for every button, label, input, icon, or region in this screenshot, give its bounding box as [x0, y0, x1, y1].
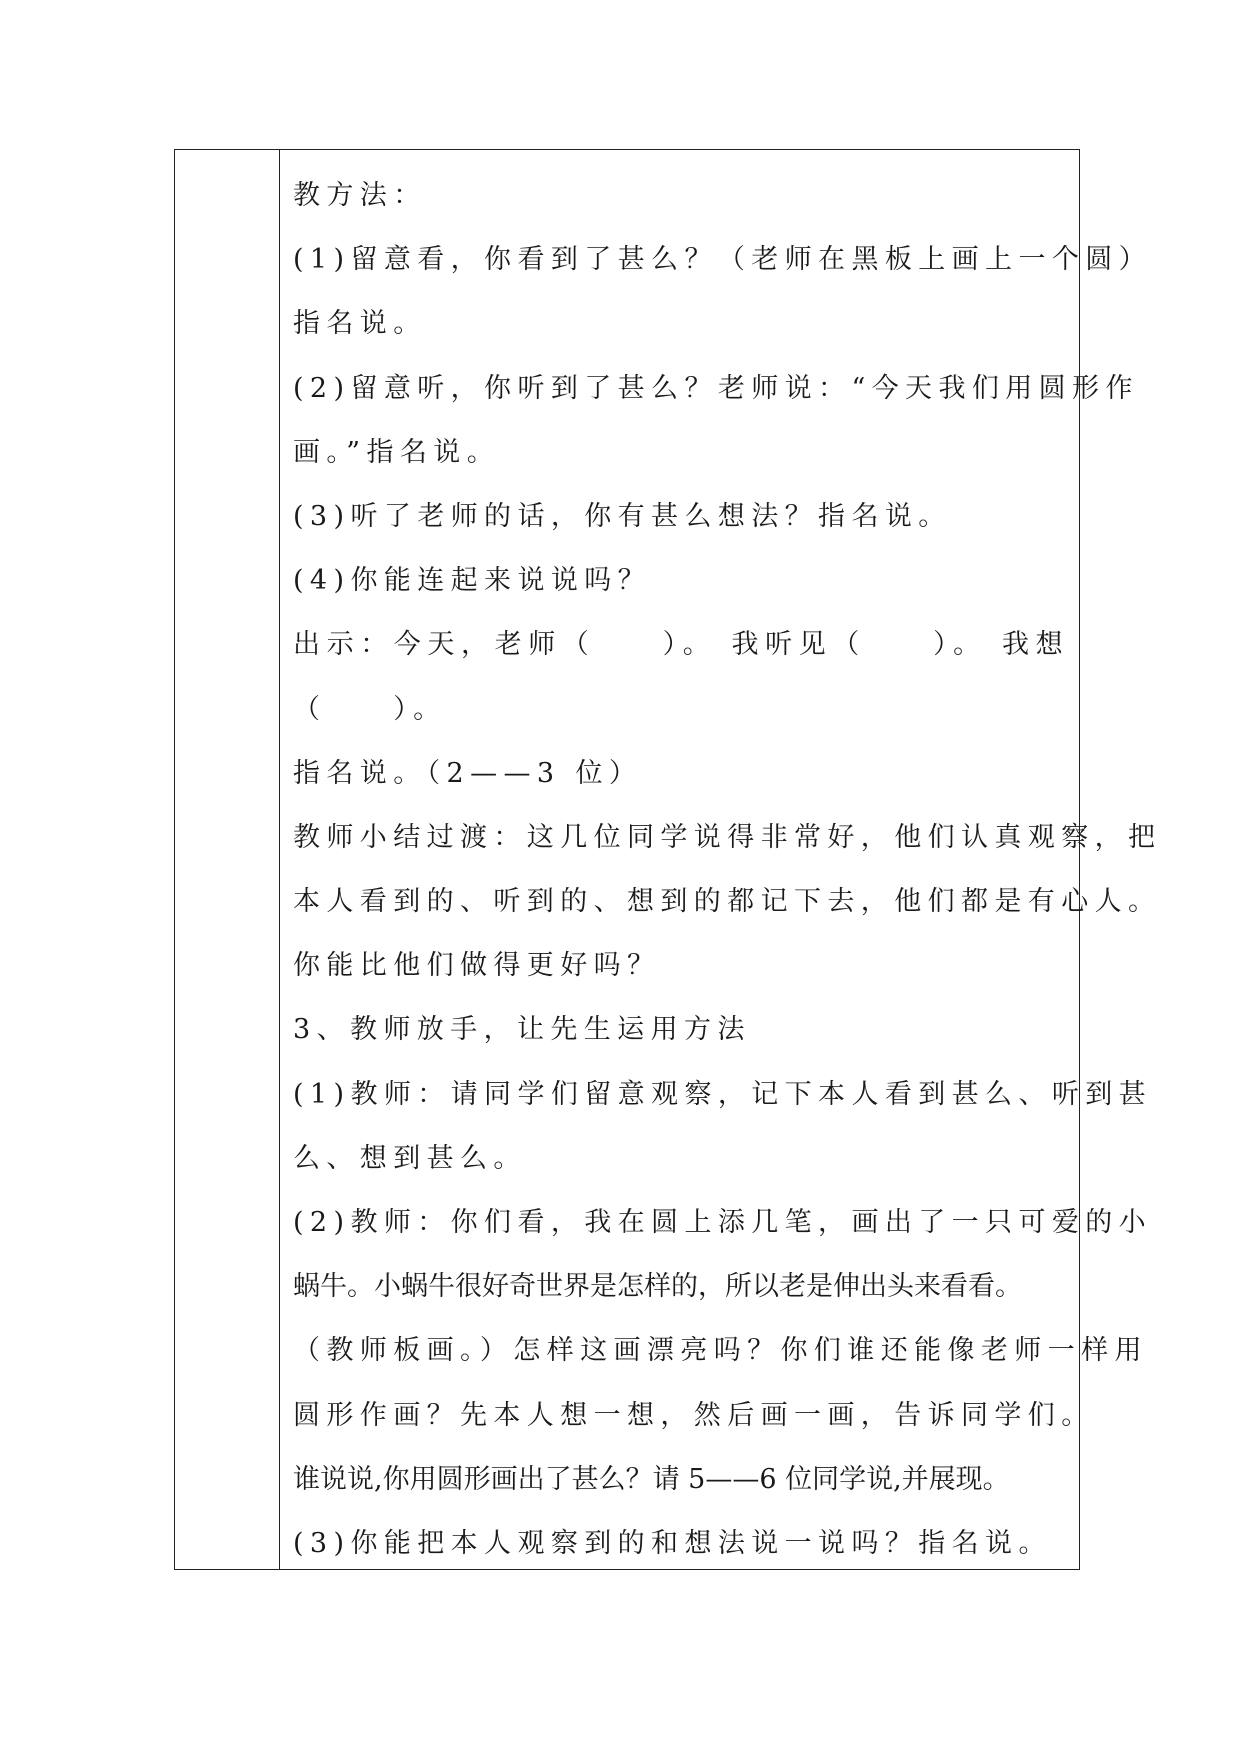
text-line: (3)听了老师的话，你有甚么想法？指名说。 — [293, 500, 952, 532]
text-line: 指名说。（2——3 位） — [293, 757, 643, 789]
text-line: (2)教师：你们看，我在圆上添几笔，画出了一只可爱的小 — [293, 1207, 1153, 1238]
text-line: (1)教师：请同学们留意观察，记下本人看到甚么、听到甚 — [293, 1078, 1153, 1110]
text-line: （教师板画。）怎样这画漂亮吗？你们谁还能像老师一样用 — [293, 1335, 1148, 1367]
text-line: 你能比他们做得更好吗？ — [293, 950, 661, 982]
lesson-table — [174, 149, 1162, 1570]
left-cell — [175, 150, 279, 1569]
column-divider — [279, 150, 280, 1569]
text-line: 么、想到甚么。 — [293, 1142, 527, 1174]
text-line: 出示：今天，老师（ ）。 我听见（ ）。 我想 — [293, 629, 1070, 661]
text-line: (4)你能连起来说说吗？ — [293, 565, 652, 597]
text-line: 蜗牛。小蜗牛很好奇世界是怎样的，所以老是伸出头来看看。 — [293, 1271, 1022, 1303]
text-line: 圆形作画？先本人想一想，然后画一画，告诉同学们。 — [293, 1399, 1095, 1431]
text-line: 指名说。 — [293, 308, 427, 340]
text-line: 本人看到的、听到的、想到的都记下去，他们都是有心人。 — [293, 886, 1162, 918]
text-line: 教方法： — [293, 180, 427, 211]
text-line: (2)留意听，你听到了甚么？老师说：“今天我们用圆形作 — [293, 372, 1139, 404]
text-line: (1)留意看，你看到了甚么？（老师在黑板上画上一个圆） — [293, 244, 1153, 276]
text-line: 3、教师放手，让先生运用方法 — [293, 1014, 751, 1046]
text-line: （ ）。 — [293, 693, 447, 725]
text-line: 画。”指名说。 — [293, 436, 501, 468]
content-cell — [293, 164, 1162, 1576]
text-line: 教师小结过渡：这几位同学说得非常好，他们认真观察，把 — [293, 821, 1162, 853]
text-line: 谁说说,你用圆形画出了甚么？请 5——6 位同学说,并展现。 — [293, 1463, 1010, 1495]
text-line: (3)你能把本人观察到的和想法说一说吗？指名说。 — [293, 1527, 1052, 1559]
